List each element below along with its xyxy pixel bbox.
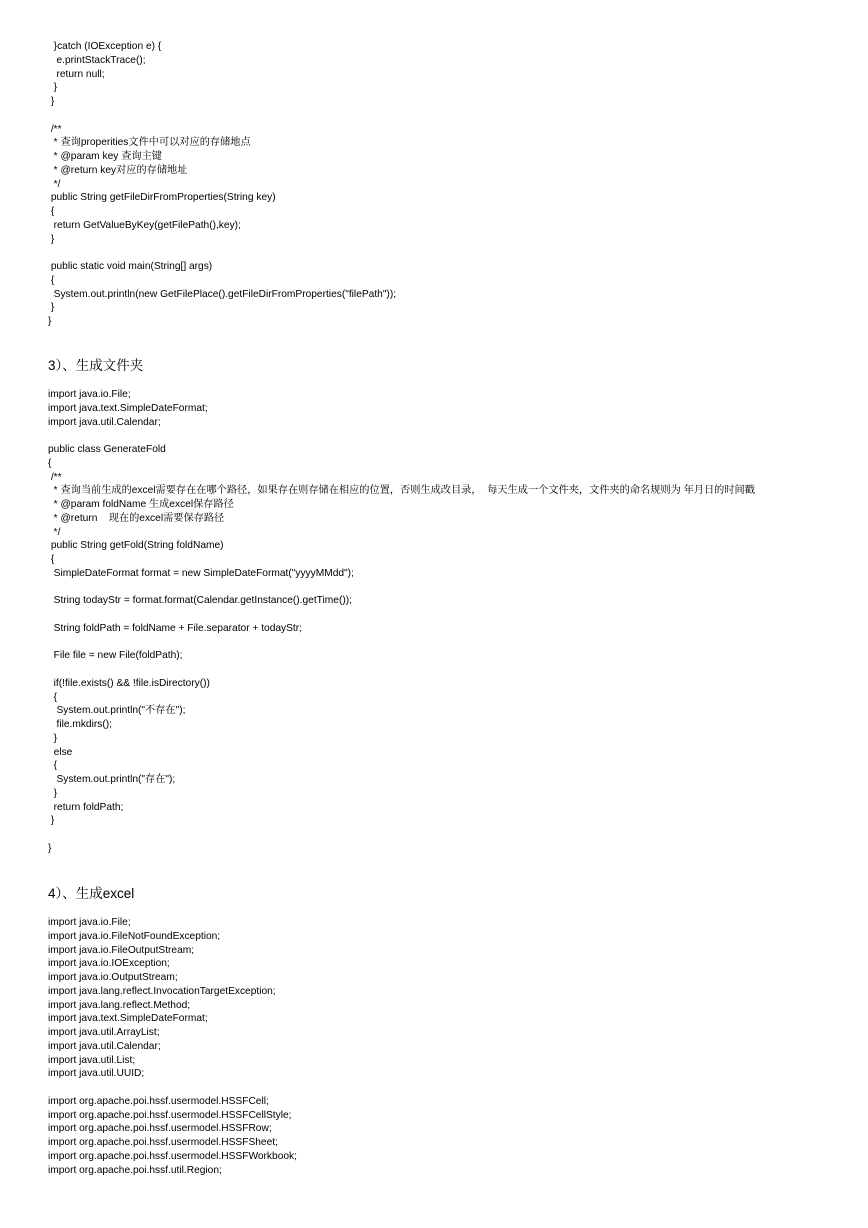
code-line: /** bbox=[48, 471, 62, 483]
code-line: } bbox=[48, 302, 55, 314]
code-line: { bbox=[48, 457, 52, 469]
code-line: import java.io.File; bbox=[48, 389, 131, 400]
code-line: import java.lang.reflect.InvocationTargetException; bbox=[48, 985, 276, 997]
code-line bbox=[48, 429, 863, 443]
code-line: import java.lang.reflect.Method; bbox=[48, 999, 191, 1011]
code-line: e.printStackTrace(); bbox=[48, 54, 146, 66]
code-line: import java.io.File; bbox=[48, 917, 131, 928]
code-line: return null; bbox=[48, 68, 105, 80]
code-line: * 查询properities文件中可以对应的存储地点 bbox=[48, 137, 251, 149]
code-line: { bbox=[48, 274, 55, 286]
code-line: { bbox=[48, 554, 55, 565]
code-line: import org.apache.poi.hssf.usermodel.HSSFCell; bbox=[48, 1095, 269, 1107]
code-line: import java.util.Calendar; bbox=[48, 416, 161, 428]
code-line bbox=[48, 636, 863, 650]
code-line: } bbox=[48, 787, 58, 799]
code-line: /** bbox=[48, 123, 62, 135]
code-line: import org.apache.poi.hssf.usermodel.HSSFRow; bbox=[48, 1123, 272, 1135]
code-line: public String getFold(String foldName) bbox=[48, 540, 224, 552]
code-line bbox=[48, 109, 863, 123]
code-line: import java.util.ArrayList; bbox=[48, 1027, 160, 1038]
code-line: } bbox=[48, 732, 58, 744]
code-line: if(!file.exists() && !file.isDirectory()) bbox=[48, 677, 210, 689]
code-line bbox=[48, 581, 863, 595]
code-line: * @param foldName 生成excel保存路径 bbox=[48, 499, 234, 510]
code-line: * @return key对应的存储地址 bbox=[48, 164, 188, 176]
code-block-excel-imports bbox=[48, 916, 863, 1177]
code-line: public static void main(String[] args) bbox=[48, 261, 213, 272]
code-line: import java.io.FileOutputStream; bbox=[48, 944, 195, 956]
code-line: String foldPath = foldName + File.separator + todayStr; bbox=[48, 622, 302, 634]
code-line: import java.text.SimpleDateFormat; bbox=[48, 1013, 208, 1025]
code-line bbox=[48, 246, 863, 260]
code-line: } bbox=[48, 842, 52, 854]
code-line: */ bbox=[48, 526, 61, 538]
code-line: public String getFileDirFromProperties(String key) bbox=[48, 192, 276, 204]
code-line: import java.io.OutputStream; bbox=[48, 972, 178, 983]
code-line: } bbox=[48, 316, 52, 327]
code-line: return foldPath; bbox=[48, 801, 124, 813]
code-line: import java.util.Calendar; bbox=[48, 1040, 161, 1052]
code-line: { bbox=[48, 206, 55, 217]
code-line: file.mkdirs(); bbox=[48, 719, 112, 730]
code-line: import java.util.UUID; bbox=[48, 1068, 145, 1080]
code-line: File file = new File(foldPath); bbox=[48, 650, 183, 662]
code-line: } bbox=[48, 233, 55, 245]
code-line: { bbox=[48, 691, 58, 703]
code-block-generatefold bbox=[48, 388, 863, 856]
code-line: * 查询当前生成的excel需要存在在哪个路径，如果存在则存储在相应的位置，否则生成改目录， 每天生成一个文件夹，文件夹的命名规则为 年月日的时间戳 bbox=[48, 485, 755, 497]
code-line: String todayStr = format.format(Calendar.getInstance().getTime()); bbox=[48, 595, 352, 607]
code-line: import java.io.IOException; bbox=[48, 958, 170, 970]
code-line: System.out.println("不存在"); bbox=[48, 705, 186, 717]
code-block-getfileplace-end bbox=[48, 40, 863, 329]
code-line: { bbox=[48, 760, 58, 772]
code-line: } bbox=[48, 82, 58, 94]
code-line: * @param key 查询主键 bbox=[48, 151, 162, 162]
code-line: import org.apache.poi.hssf.usermodel.HSSFCellStyle; bbox=[48, 1109, 292, 1121]
code-line: * @return 现在的excel需要保存路径 bbox=[48, 512, 225, 524]
code-line: else bbox=[48, 746, 73, 758]
code-line bbox=[48, 663, 863, 677]
code-line: System.out.println("存在"); bbox=[48, 774, 176, 785]
code-line: import org.apache.poi.hssf.usermodel.HSSFWorkbook; bbox=[48, 1150, 297, 1162]
code-line: import java.util.List; bbox=[48, 1054, 136, 1066]
code-line: } bbox=[48, 96, 55, 107]
code-line: import java.io.FileNotFoundException; bbox=[48, 930, 221, 942]
section-heading-generate-excel: 4）、生成excel bbox=[48, 886, 135, 901]
section-heading-generate-folder: 3）、生成文件夹 bbox=[48, 358, 144, 373]
code-line: import org.apache.poi.hssf.util.Region; bbox=[48, 1164, 222, 1176]
code-line bbox=[48, 828, 863, 842]
code-line: return GetValueByKey(getFilePath(),key); bbox=[48, 219, 241, 231]
code-line: }catch (IOException e) { bbox=[48, 41, 162, 52]
code-line bbox=[48, 1081, 863, 1095]
code-line: } bbox=[48, 815, 55, 827]
code-line: public class GenerateFold bbox=[48, 444, 166, 455]
code-line bbox=[48, 608, 863, 622]
code-line: System.out.println(new GetFilePlace().getFileDirFromProperties("filePath")); bbox=[48, 288, 397, 300]
code-line: */ bbox=[48, 178, 61, 190]
code-line: import org.apache.poi.hssf.usermodel.HSSFSheet; bbox=[48, 1137, 278, 1148]
code-line: import java.text.SimpleDateFormat; bbox=[48, 402, 208, 414]
code-line: SimpleDateFormat format = new SimpleDateFormat("yyyyMMdd"); bbox=[48, 567, 354, 579]
